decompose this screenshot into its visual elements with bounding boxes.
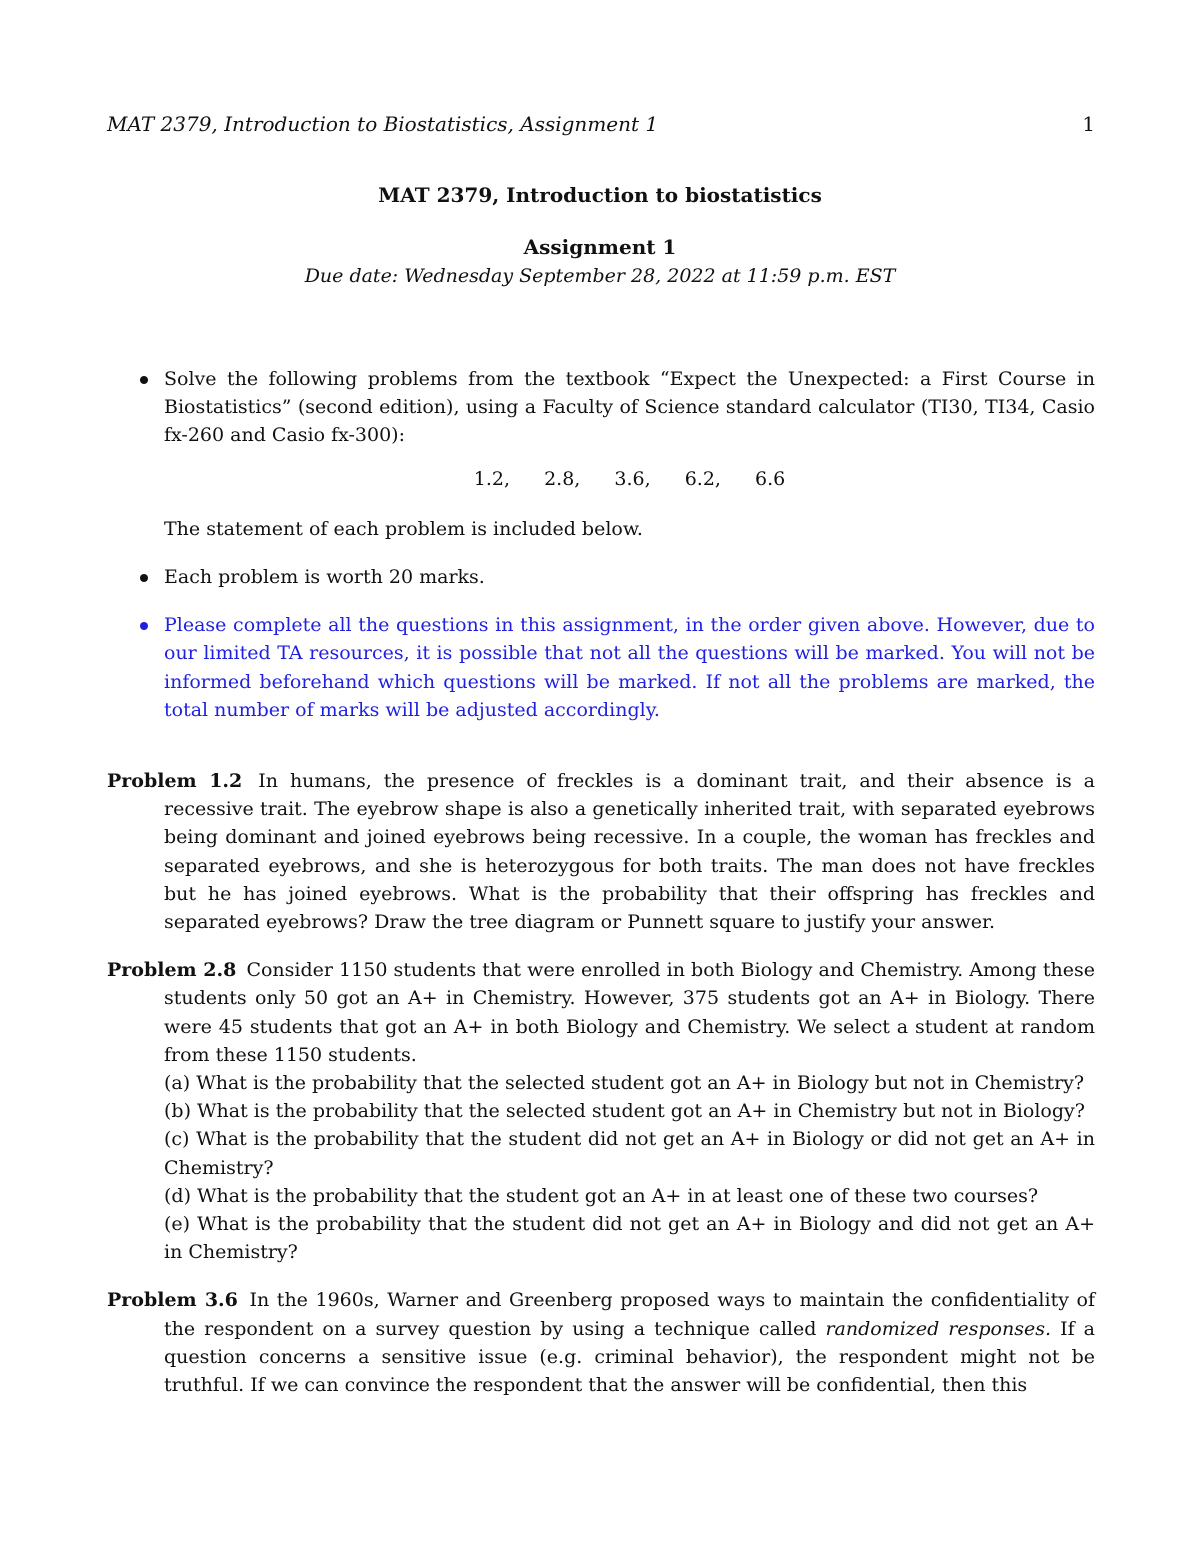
sub-question-d: (d) What is the probability that the student got an A+ in at least one of these two courses? [164, 1184, 1039, 1207]
statement-note: The statement of each problem is included below. [164, 517, 643, 540]
instruction-item-textbook [107, 365, 1095, 543]
assignment-title: Assignment 1 [523, 235, 677, 259]
sub-question-a: (a) What is the probability that the selected student got an A+ in Biology but not in Chemistry? [164, 1072, 1085, 1095]
problem-text: In humans, the presence of freckles is a dominant trait, and their absence is a recessive trait. The eyebrow shape is also a genetically inherited trait, with separated eyebrows being dominant and joined eyebrows being recessive. In a couple, the woman has freckles and separated eyebrows, and she is heterozygous for both traits. The man does not have freckles but he has joined eyebrows. What is the probability that their offspring has freckles and separated eyebrows? Draw the tree diagram or Punnett square to justify your answer. [164, 770, 1095, 934]
sub-question-e: (e) What is the probability that the student did not get an A+ in Biology and did not get an A+ in Chemistry? [164, 1213, 1095, 1264]
running-header [107, 110, 1095, 138]
instruction-item-marking-notice [107, 611, 1095, 724]
due-date: Due date: Wednesday September 28, 2022 at 11:59 p.m. EST [304, 265, 896, 287]
problem-1-2 [107, 767, 1095, 936]
sub-question-b: (b) What is the probability that the selected student got an A+ in Chemistry but not in Biology? [164, 1100, 1085, 1123]
page-number: 1 [1082, 112, 1095, 136]
problem-number: 6.6 [755, 467, 786, 490]
problems-section [107, 767, 1095, 1419]
instructions-list [107, 365, 1095, 744]
bullet-icon [140, 376, 148, 384]
assigned-problem-list [164, 465, 1095, 493]
problem-3-6 [107, 1286, 1095, 1399]
instruction-text: Please complete all the questions in this assignment, in the order given above. However, due to our limited TA resources, it is possible that not all the questions will be marked. You will not be informed beforehand which questions will be marked. If not all the problems are marked, the total number of marks will be adjusted accordingly. [164, 614, 1095, 721]
emphasized-term: randomized responses. [825, 1317, 1051, 1340]
problem-number: 3.6, [614, 467, 651, 490]
problem-number: 6.2, [684, 467, 721, 490]
sub-question-c: (c) What is the probability that the student did not get an A+ in Biology or did not get an A+ in Chemistry? [164, 1128, 1095, 1179]
problem-label: Problem 3.6 [107, 1289, 238, 1312]
bullet-icon [140, 574, 148, 582]
problem-2-8 [107, 956, 1095, 1266]
instruction-text: Solve the following problems from the textbook “Expect the Unexpected: a First Course in Biostatistics” (second edition), using a Faculty of Science standard calculator (TI30, TI34, Casio fx-260 and Casio fx-300): [164, 368, 1095, 447]
problem-number: 1.2, [473, 467, 511, 490]
problem-number: 2.8, [544, 467, 581, 490]
problem-text: Consider 1150 students that were enrolled in both Biology and Chemistry. Among these students only 50 got an A+ in Chemistry. However, 375 students got an A+ in Biology. There were 45 students that got an A+ in both Biology and Chemistry. We select a student at random from these 1150 students. [164, 959, 1095, 1066]
course-title: MAT 2379, Introduction to biostatistics [378, 183, 822, 207]
instruction-item-marks [107, 563, 1095, 591]
problem-text-continued: If a question concerns a sensitive issue (e.g. criminal behavior), the respondent might not be truthful. If we can convince the respondent that the answer will be confidential, then this [164, 1317, 1095, 1397]
problem-label: Problem 1.2 [107, 770, 243, 792]
bullet-icon [140, 622, 148, 630]
running-title: MAT 2379, Introduction to Biostatistics, Assignment 1 [107, 112, 659, 136]
instruction-text: Each problem is worth 20 marks. [164, 566, 485, 589]
problem-label: Problem 2.8 [107, 959, 237, 982]
problem-text: In the 1960s, Warner and Greenberg proposed ways to maintain the confidentiality of the respondent on a survey question by using a technique called [164, 1289, 1095, 1340]
